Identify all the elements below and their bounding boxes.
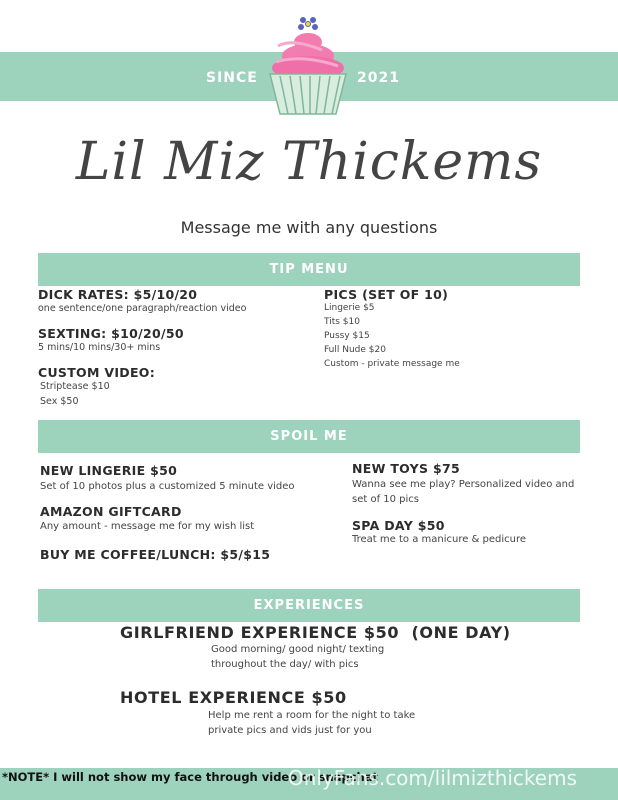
custom-video-item: Striptease $10 — [40, 381, 110, 392]
hotel-heading: HOTEL EXPERIENCE $50 — [120, 688, 347, 707]
flower-icon — [298, 17, 318, 30]
girlfriend-desc: Good morning/ good night/ texting — [211, 644, 385, 655]
sexting-heading: SEXTING: $10/20/50 — [38, 326, 184, 341]
dick-rates-heading: DICK RATES: $5/10/20 — [38, 287, 198, 302]
pics-item: Pussy $15 — [324, 331, 370, 341]
new-toys-desc: set of 10 pics — [352, 494, 420, 505]
hotel-desc: private pics and vids just for you — [208, 725, 372, 736]
pics-heading: PICS (SET OF 10) — [324, 287, 449, 302]
new-toys-desc: Wanna see me play? Personalized video and — [352, 479, 575, 490]
page-title: Lil Miz Thickems — [75, 132, 543, 192]
spa-day-desc: Treat me to a manicure & pedicure — [352, 534, 527, 545]
new-lingerie-desc: Set of 10 photos plus a customized 5 minute video — [40, 481, 295, 492]
cupcake-logo — [262, 16, 354, 116]
footer-note: *NOTE* I will not show my face through video or snapchat — [2, 770, 378, 784]
custom-video-item: Sex $50 — [40, 396, 79, 407]
amazon-desc: Any amount - message me for my wish list — [40, 521, 255, 532]
amazon-heading: AMAZON GIFTCARD — [40, 504, 182, 519]
new-lingerie-heading: NEW LINGERIE $50 — [40, 463, 178, 478]
sexting-desc: 5 mins/10 mins/30+ mins — [38, 342, 161, 353]
new-toys-heading: NEW TOYS $75 — [352, 461, 460, 476]
dick-rates-desc: one sentence/one paragraph/reaction video — [38, 303, 247, 314]
girlfriend-desc: throughout the day/ with pics — [211, 659, 359, 670]
coffee-heading: BUY ME COFFEE/LUNCH: $5/$15 — [40, 547, 271, 562]
tip-menu-bar: TIP MENU — [38, 253, 580, 286]
experiences-bar: EXPERIENCES — [38, 589, 580, 622]
pics-item: Lingerie $5 — [324, 303, 375, 313]
pics-item: Tits $10 — [324, 317, 360, 327]
pics-item: Custom - private message me — [324, 359, 460, 369]
spoil-me-bar: SPOIL ME — [38, 420, 580, 453]
pics-item: Full Nude $20 — [324, 345, 386, 355]
spa-day-heading: SPA DAY $50 — [352, 518, 445, 533]
hotel-desc: Help me rent a room for the night to take — [208, 710, 416, 721]
custom-video-heading: CUSTOM VIDEO: — [38, 365, 156, 380]
since-year: 2021 — [357, 70, 400, 86]
watermark: OnlyFans.com/lilmizthickems — [288, 766, 577, 790]
since-label: SINCE — [206, 70, 258, 86]
page-subtitle: Message me with any questions — [180, 218, 438, 237]
girlfriend-heading: GIRLFRIEND EXPERIENCE $50 (ONE DAY) — [120, 623, 511, 642]
